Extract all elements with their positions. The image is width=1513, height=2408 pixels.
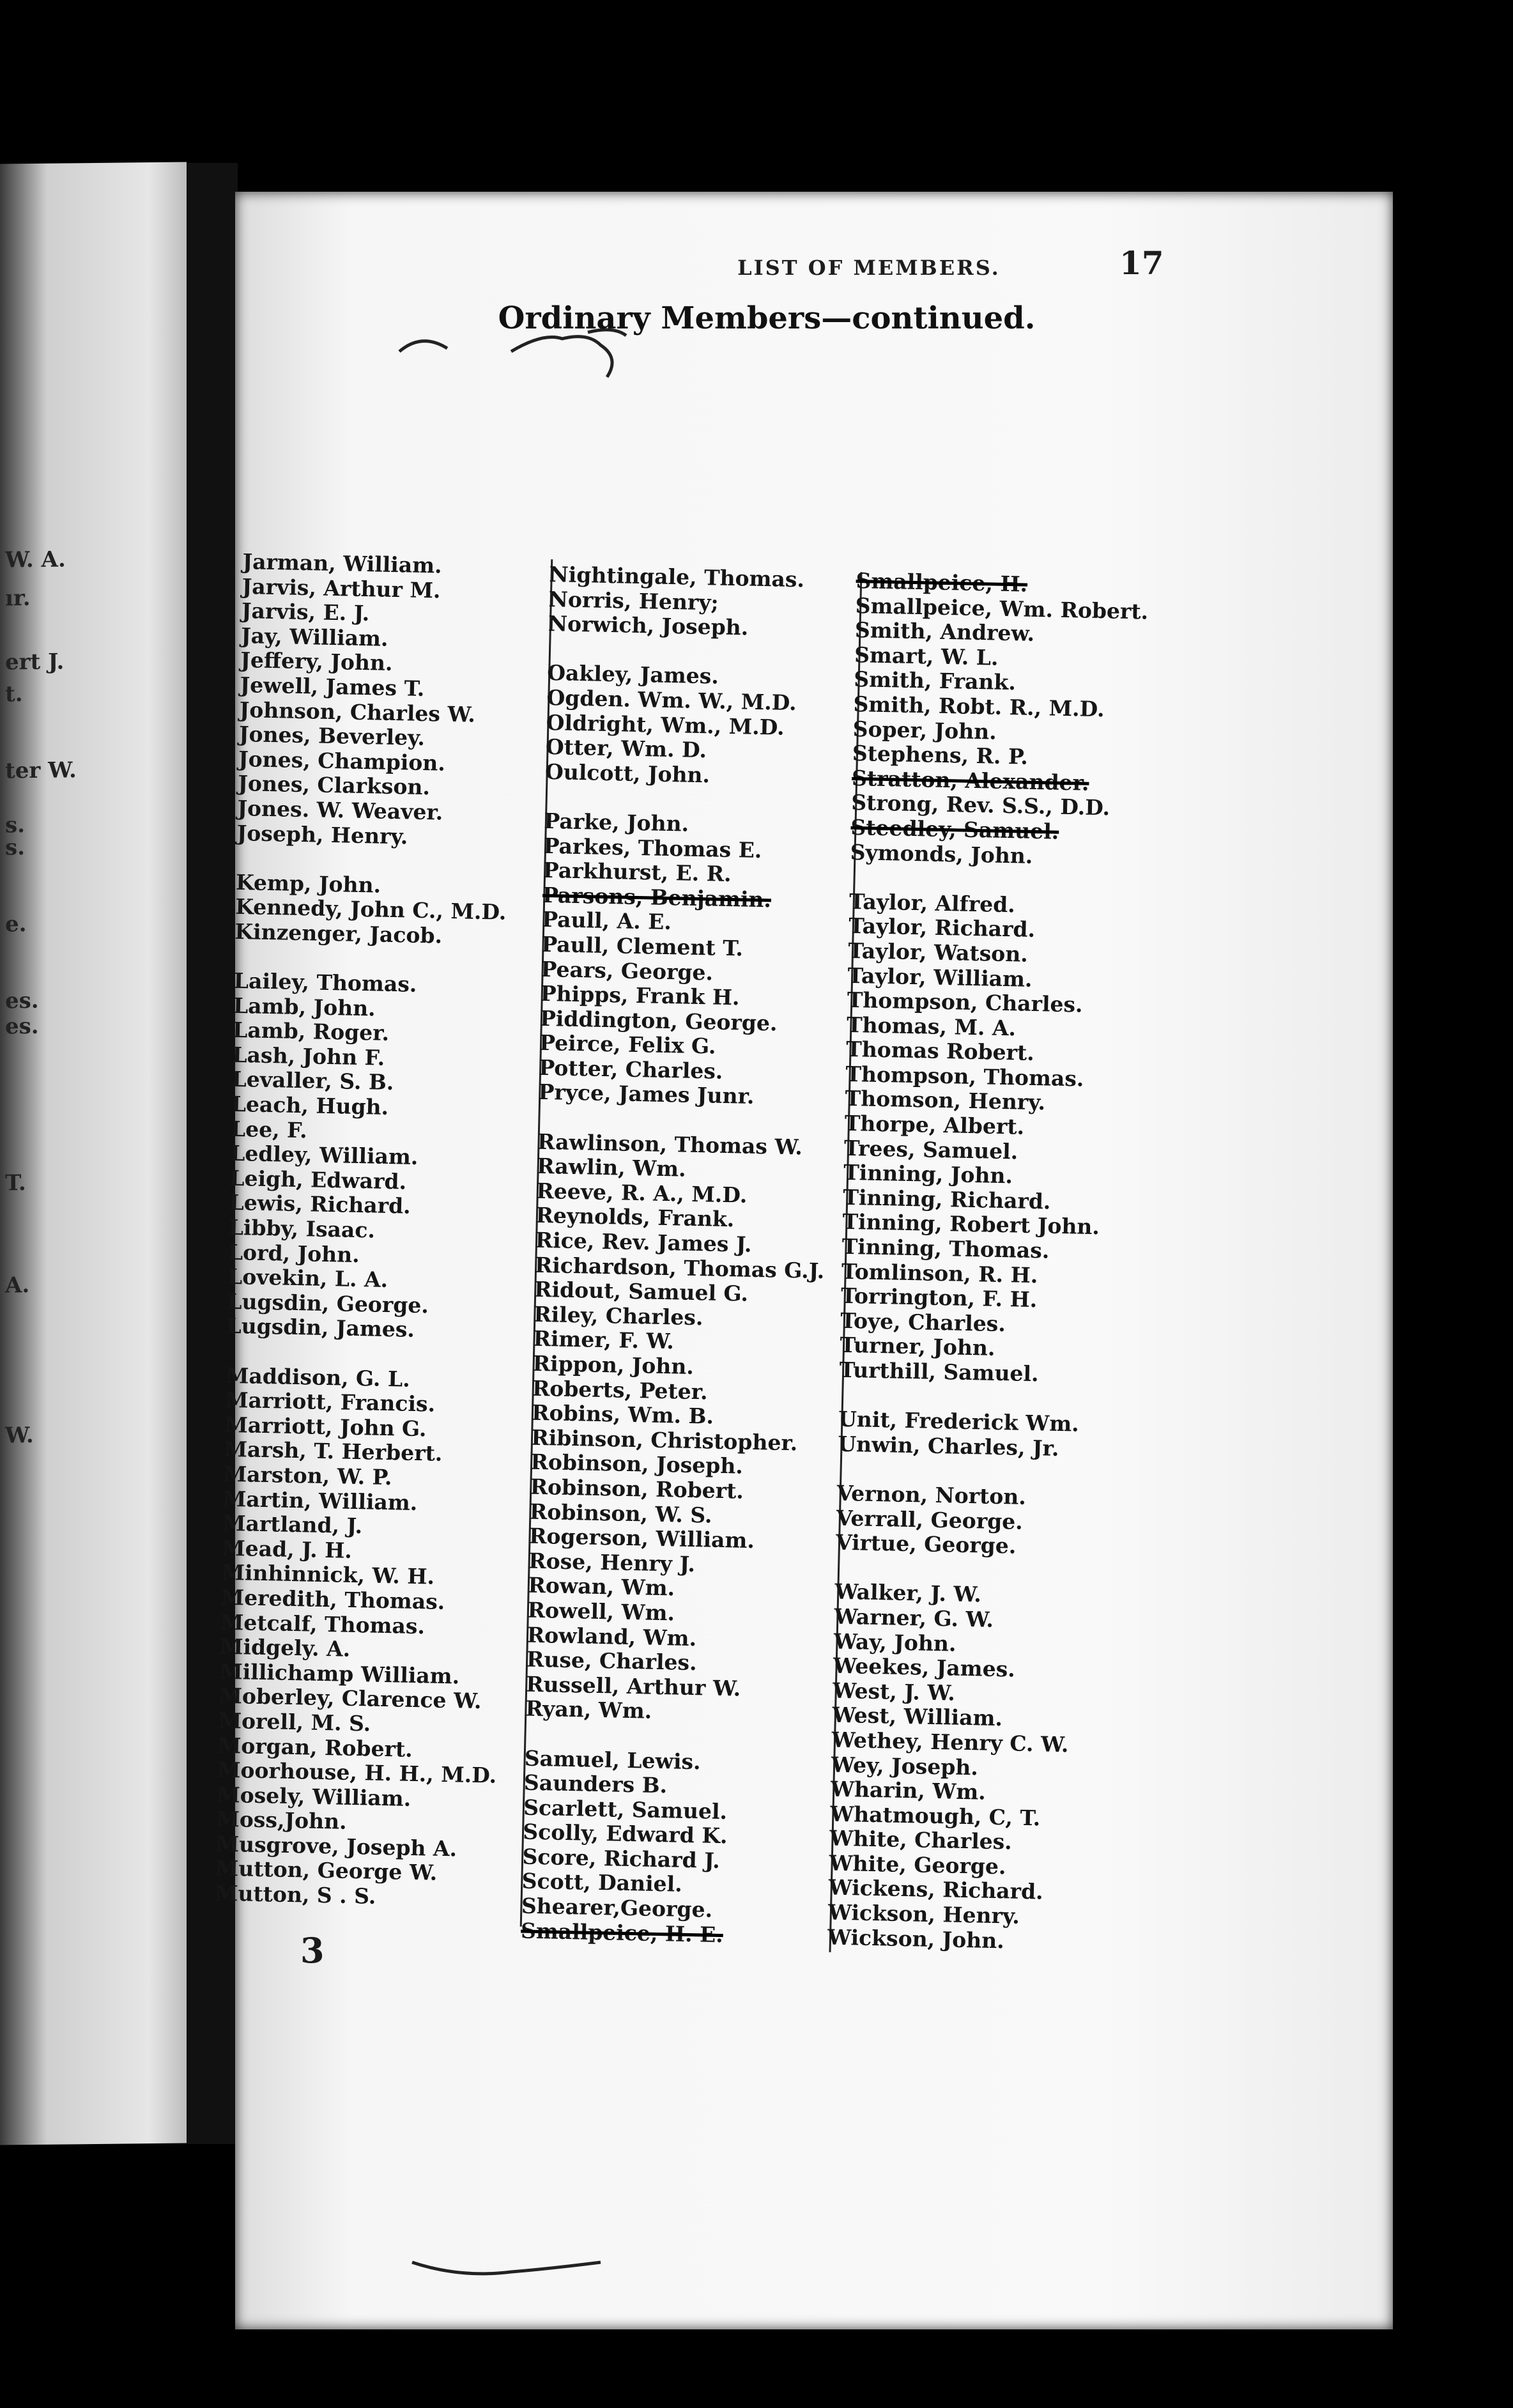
member-name: Stratton, Alexander.	[851, 765, 1089, 796]
signature-mark: 3	[300, 1930, 325, 1971]
member-name: Ridout, Samuel G.	[534, 1276, 749, 1306]
member-name: Unwin, Charles, Jr.	[837, 1431, 1059, 1461]
member-name: Rice, Rev. James J.	[535, 1227, 752, 1257]
left-page-fragment: es.	[5, 987, 39, 1014]
member-name: Mutton, George W.	[215, 1856, 438, 1886]
member-name: Lugsdin, George.	[226, 1288, 429, 1318]
member-name: Reynolds, Frank.	[535, 1203, 735, 1232]
member-column-2	[521, 562, 840, 1949]
member-name: Thomson, Henry.	[845, 1086, 1046, 1115]
member-name: Smith, Frank.	[853, 667, 1017, 695]
member-name: Midgely. A.	[219, 1633, 351, 1662]
member-name: Scott, Daniel.	[521, 1869, 683, 1897]
member-name: Jeffery, John.	[240, 647, 393, 676]
member-name: Ryan, Wm.	[525, 1695, 652, 1724]
member-name: Samuel, Lewis.	[524, 1745, 702, 1774]
member-name: Wickson, Henry.	[827, 1899, 1020, 1929]
section-subtitle: Ordinary Members—continued.	[498, 300, 1036, 336]
left-facing-page	[0, 162, 187, 2145]
member-name: Taylor, Alfred.	[849, 888, 1016, 918]
member-name: Taylor, William.	[847, 962, 1033, 992]
member-name: Rippon, John.	[532, 1350, 695, 1380]
member-name: Parke, John.	[544, 808, 689, 837]
member-name: Rowland, Wm.	[526, 1622, 697, 1651]
member-name: Scolly, Edward K.	[522, 1819, 728, 1849]
member-name: Parsons, Benjamin.	[542, 882, 772, 913]
member-name: Oldright, Wm., M.D.	[546, 709, 785, 740]
member-name: Jones, Beverley.	[238, 722, 426, 751]
member-name: Marston, W. P.	[223, 1461, 392, 1490]
member-name: Rose, Henry J.	[528, 1548, 696, 1577]
member-name: Smith, Robt. R., M.D.	[853, 691, 1105, 722]
member-name: Tinning, Thomas.	[841, 1233, 1050, 1263]
member-name: Ruse, Charles.	[526, 1646, 698, 1676]
member-name: Kennedy, John C., M.D.	[234, 894, 507, 925]
member-name: Minhinnick, W. H.	[221, 1559, 435, 1589]
member-name: Saunders B.	[523, 1770, 668, 1798]
member-name: Walker, J. W.	[834, 1578, 982, 1607]
left-page-fragment: T.	[5, 1170, 26, 1196]
member-name: Morgan, Robert.	[217, 1733, 413, 1762]
member-name: Potter, Charles.	[539, 1054, 723, 1084]
member-name: Parkhurst, E. R.	[542, 858, 732, 887]
member-name: Roberts, Peter.	[532, 1375, 708, 1405]
member-name: Jarvis, Arthur M.	[242, 573, 441, 603]
member-name: Joseph, Henry.	[236, 820, 408, 849]
running-title: LIST OF MEMBERS.	[737, 256, 1001, 280]
member-name: White, Charles.	[829, 1825, 1013, 1855]
member-name: Lewis, Richard.	[229, 1190, 411, 1219]
member-name: Wey, Joseph.	[831, 1752, 979, 1780]
member-name: Turthill, Samuel.	[839, 1357, 1039, 1387]
member-name: Tinning, John.	[843, 1160, 1013, 1189]
member-name: White, George.	[829, 1850, 1006, 1879]
member-name: Paull, Clement T.	[541, 931, 744, 961]
member-name: Jones, Champion.	[238, 746, 446, 776]
member-name: Metcalf, Thomas.	[220, 1609, 426, 1639]
member-name: Tinning, Robert John.	[842, 1209, 1100, 1240]
member-name: Levaller, S. B.	[231, 1067, 394, 1095]
member-name: Robinson, Robert.	[530, 1474, 744, 1504]
member-name: Thomas, M. A.	[846, 1012, 1017, 1041]
member-name: West, William.	[832, 1702, 1003, 1731]
member-name: Leigh, Edward.	[229, 1165, 407, 1194]
member-name: Steedley, Samuel.	[850, 814, 1059, 844]
member-name: Oulcott, John.	[544, 759, 710, 788]
member-name: Tomlinson, R. H.	[841, 1258, 1038, 1288]
member-name: Reeve, R. A., M.D.	[535, 1178, 748, 1208]
member-name: Rawlin, Wm.	[536, 1154, 687, 1182]
member-name: Taylor, Richard.	[848, 913, 1036, 943]
member-name: Ledley, William.	[229, 1141, 419, 1170]
member-name: Soper, John.	[852, 716, 997, 745]
member-name: Thompson, Charles.	[847, 987, 1083, 1017]
member-name: Vernon, Norton.	[836, 1480, 1027, 1509]
left-page-fragment: ert J.	[5, 649, 65, 675]
member-name: Smallpeice, H. E.	[520, 1918, 724, 1947]
member-name: Toye, Charles.	[840, 1308, 1006, 1336]
member-name: Wickson, John.	[827, 1924, 1005, 1953]
left-page-fragment: ır.	[5, 585, 31, 612]
member-name: Norwich, Joseph.	[548, 611, 749, 640]
left-page-fragment: s.	[5, 835, 25, 861]
member-name: Mosely, William.	[216, 1782, 411, 1811]
member-name: Ogden. Wm. W., M.D.	[546, 684, 797, 716]
member-name: Moss,John.	[215, 1806, 348, 1835]
member-name: Pryce, James Junr.	[538, 1079, 755, 1109]
member-name: Robinson, Joseph.	[530, 1449, 744, 1479]
member-name: Wethey, Henry C. W.	[831, 1727, 1069, 1757]
member-name: Oakley, James.	[546, 660, 719, 689]
member-name: Richardson, Thomas G.J.	[534, 1252, 825, 1283]
member-name: Jarvis, E. J.	[241, 598, 370, 626]
member-name: Paull, A. E.	[541, 907, 672, 935]
member-name: Shearer,George.	[521, 1893, 713, 1922]
member-name: Tinning, Richard.	[842, 1184, 1051, 1214]
member-name: Robinson, W. S.	[529, 1499, 712, 1528]
page-number: 17	[1119, 244, 1164, 282]
member-name: Rogerson, William.	[528, 1523, 755, 1554]
member-name: Norris, Henry;	[548, 586, 719, 615]
member-column-3	[827, 569, 1149, 1956]
member-name: Musgrove, Joseph A.	[215, 1831, 457, 1862]
member-name: Lord, John.	[227, 1239, 360, 1267]
member-name: Moberley, Clarence W.	[219, 1683, 482, 1714]
member-name: Kinzenger, Jacob.	[234, 918, 443, 948]
member-name: Jones, Clarkson.	[237, 771, 431, 800]
member-name: Millichamp William.	[219, 1658, 460, 1689]
member-name: Thomas Robert.	[845, 1037, 1035, 1066]
member-name: Piddington, George.	[539, 1005, 778, 1036]
left-page-fragment: e.	[5, 911, 27, 938]
member-name: Moorhouse, H. H., M.D.	[217, 1757, 497, 1788]
member-name: Johnson, Charles W.	[239, 697, 476, 727]
member-name: Phipps, Frank H.	[540, 980, 740, 1010]
member-name: Lailey, Thomas.	[233, 968, 417, 997]
left-page-fragment: W. A.	[5, 546, 66, 573]
member-name: Wickens, Richard.	[828, 1875, 1044, 1905]
member-name: Marriott, John G.	[224, 1412, 427, 1442]
member-column-1	[215, 550, 523, 1911]
member-name: Ribinson, Christopher.	[530, 1424, 798, 1456]
member-name: Peirce, Felix G.	[539, 1030, 716, 1059]
member-name: Jarman, William.	[242, 549, 443, 578]
member-name: Smith, Andrew.	[854, 617, 1035, 647]
member-name: Lamb, John.	[233, 992, 376, 1021]
pen-mark-icon	[409, 2250, 613, 2288]
member-name: Weekes, James.	[833, 1653, 1016, 1682]
member-name: Stephens, R. P.	[852, 741, 1029, 769]
member-name: Warner, G. W.	[834, 1603, 994, 1632]
member-name: Robins, Wm. B.	[531, 1400, 714, 1429]
member-name: Marriott, Francis.	[224, 1387, 436, 1417]
member-name: Pears, George.	[541, 956, 714, 985]
member-name: Score, Richard J.	[522, 1844, 721, 1873]
member-name: Leach, Hugh.	[231, 1091, 389, 1120]
member-name: Taylor, Watson.	[848, 938, 1029, 967]
member-name: Thorpe, Albert.	[844, 1110, 1025, 1139]
member-name: Verrall, George.	[836, 1505, 1024, 1534]
member-name: Rowan, Wm.	[528, 1572, 675, 1601]
member-name: Smart, W. L.	[854, 642, 999, 670]
member-name: Lugsdin, James.	[226, 1313, 415, 1343]
member-name: Rimer, F. W.	[533, 1326, 675, 1354]
member-name: Otter, Wm. D.	[545, 734, 707, 763]
member-name: Russell, Arthur W.	[525, 1671, 741, 1701]
member-name: Parkes, Thomas E.	[543, 833, 762, 863]
member-name: Marsh, T. Herbert.	[224, 1437, 443, 1467]
member-name: Libby, Isaac.	[228, 1214, 376, 1243]
member-name: Morell, M. S.	[218, 1708, 371, 1736]
member-name: Nightingale, Thomas.	[549, 562, 805, 592]
member-name: Martin, William.	[222, 1486, 418, 1515]
left-page-fragment: A.	[5, 1272, 30, 1299]
member-name: Lamb, Roger.	[232, 1017, 390, 1046]
left-page-fragment: W.	[5, 1422, 34, 1449]
member-name: Martland, J.	[222, 1510, 363, 1539]
member-name: Wharin, Wm.	[830, 1776, 987, 1805]
member-name: Trees, Samuel.	[843, 1135, 1018, 1164]
member-name: Maddison, G. L.	[225, 1362, 411, 1392]
member-name: Lash, John F.	[232, 1042, 385, 1070]
member-name: Unit, Frederick Wm.	[838, 1406, 1080, 1437]
member-name: Mutton, S . S.	[214, 1880, 376, 1909]
member-name: Mead, J. H.	[221, 1535, 353, 1563]
left-page-fragment: es.	[5, 1013, 39, 1040]
member-name: Riley, Charles.	[533, 1301, 703, 1331]
member-name: Rawlinson, Thomas W.	[537, 1129, 803, 1160]
member-name: Symonds, John.	[850, 839, 1033, 868]
member-name: Thompson, Thomas.	[845, 1061, 1084, 1092]
member-name: Jay, William.	[240, 622, 388, 651]
member-name: Smallpeice, H.	[856, 568, 1028, 597]
left-page-fragment: s.	[5, 812, 25, 838]
member-name: Rowell, Wm.	[527, 1597, 675, 1626]
member-name: Meredith, Thomas.	[220, 1584, 445, 1614]
member-name: Strong, Rev. S.S., D.D.	[850, 790, 1110, 821]
member-name: Scarlett, Samuel.	[523, 1794, 728, 1824]
member-name: Way, John.	[833, 1628, 956, 1656]
left-page-fragment: ter W.	[5, 757, 77, 784]
member-name: Lee, F.	[230, 1116, 308, 1143]
member-name: Jones. W. Weaver.	[237, 795, 443, 825]
member-name: Turner, John.	[840, 1332, 995, 1361]
member-name: Kemp, John.	[235, 869, 381, 898]
member-name: Torrington, F. H.	[840, 1283, 1038, 1313]
member-name: Whatmough, C, T.	[829, 1801, 1041, 1831]
left-page-fragment: t.	[5, 681, 23, 707]
member-name: Lovekin, L. A.	[227, 1263, 388, 1293]
member-name: West, J. W.	[832, 1678, 956, 1706]
member-name: Jewell, James T.	[240, 672, 425, 701]
member-name: Smallpeice, Wm. Robert.	[855, 592, 1149, 624]
member-name: Virtue, George.	[835, 1529, 1017, 1559]
